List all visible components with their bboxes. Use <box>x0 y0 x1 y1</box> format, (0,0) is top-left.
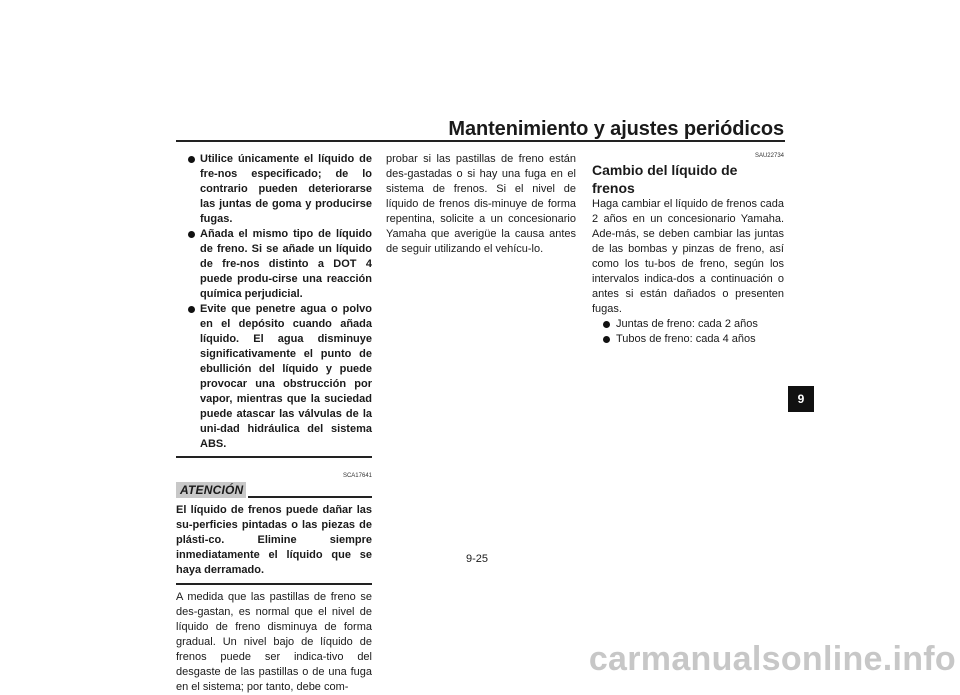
warning-bullet: Evite que penetre agua o polvo en el depósito cuando añada líquido. El agua disminuye significativamente el punto de ebullición del líquido y puede provocar una obstrucción por vapor, mientras que la suciedad puede atascar las válvulas de la uni-dad hidráulica del sistema ABS. <box>176 302 372 452</box>
chapter-tab: 9 <box>788 386 814 412</box>
body-paragraph-continued: probar si las pastillas de freno están des-gastadas o si hay una fuga en el sistema de frenos. Si el nivel de líquido de frenos dis-minuye de forma repentina, solicite a un concesionario Yamaha que averigüe la causa antes de seguir utilizando el vehícu-lo. <box>386 153 576 255</box>
section-paragraph: Haga cambiar el líquido de frenos cada 2 años en un concesionario Yamaha. Ade-más, se deben cambiar las juntas de las bombas y pinzas de freno, así como los tu-bos de freno, según los intervalos indica-dos a continuación o antes si están dañados o presenten fugas. <box>592 198 784 315</box>
notice-end-rule <box>176 583 372 585</box>
warning-bullet: Añada el mismo tipo de líquido de freno. Si se añade un líquido de fre-nos distinto a DOT 4 puede produ-cirse una reacción química perjudicial. <box>176 227 372 302</box>
section-heading: Cambio del líquido de frenos <box>592 162 738 196</box>
column-1 <box>176 152 372 695</box>
column-2 <box>386 152 576 257</box>
replacement-list <box>592 317 784 347</box>
notice-text: El líquido de frenos puede dañar las su-perficies pintadas o las piezas de plásti-co. Elimine siempre inmediatamente el líquido que se haya derramado. <box>176 504 372 576</box>
warning-bullet: Utilice únicamente el líquido de fre-nos especificado; de lo contrario pueden deteriorarse las juntas de goma y producirse fugas. <box>176 152 372 227</box>
section-code: SAU22734 <box>754 153 784 159</box>
replacement-item: Juntas de freno: cada 2 años <box>592 317 784 332</box>
column-3 <box>592 152 784 347</box>
notice-header <box>176 482 372 498</box>
page-header-title: Mantenimiento y ajustes periódicos <box>448 118 784 140</box>
warning-end-rule <box>176 456 372 458</box>
watermark: carmanualsonline.info <box>588 640 956 678</box>
notice-rule <box>248 496 372 498</box>
page-number: 9-25 <box>466 553 489 565</box>
replacement-item: Tubos de freno: cada 4 años <box>592 332 784 347</box>
notice-code: SCA17641 <box>342 473 372 479</box>
notice-label: ATENCIÓN <box>176 482 246 498</box>
warning-list <box>176 152 372 452</box>
body-paragraph: A medida que las pastillas de freno se des-gastan, es normal que el nivel de líquido de freno disminuya de forma gradual. Un nivel bajo de líquido de frenos puede ser indica-tivo del desgaste de las pastillas o de una fuga en el sistema; por tanto, debe com- <box>176 591 372 693</box>
header-rule <box>176 140 785 142</box>
